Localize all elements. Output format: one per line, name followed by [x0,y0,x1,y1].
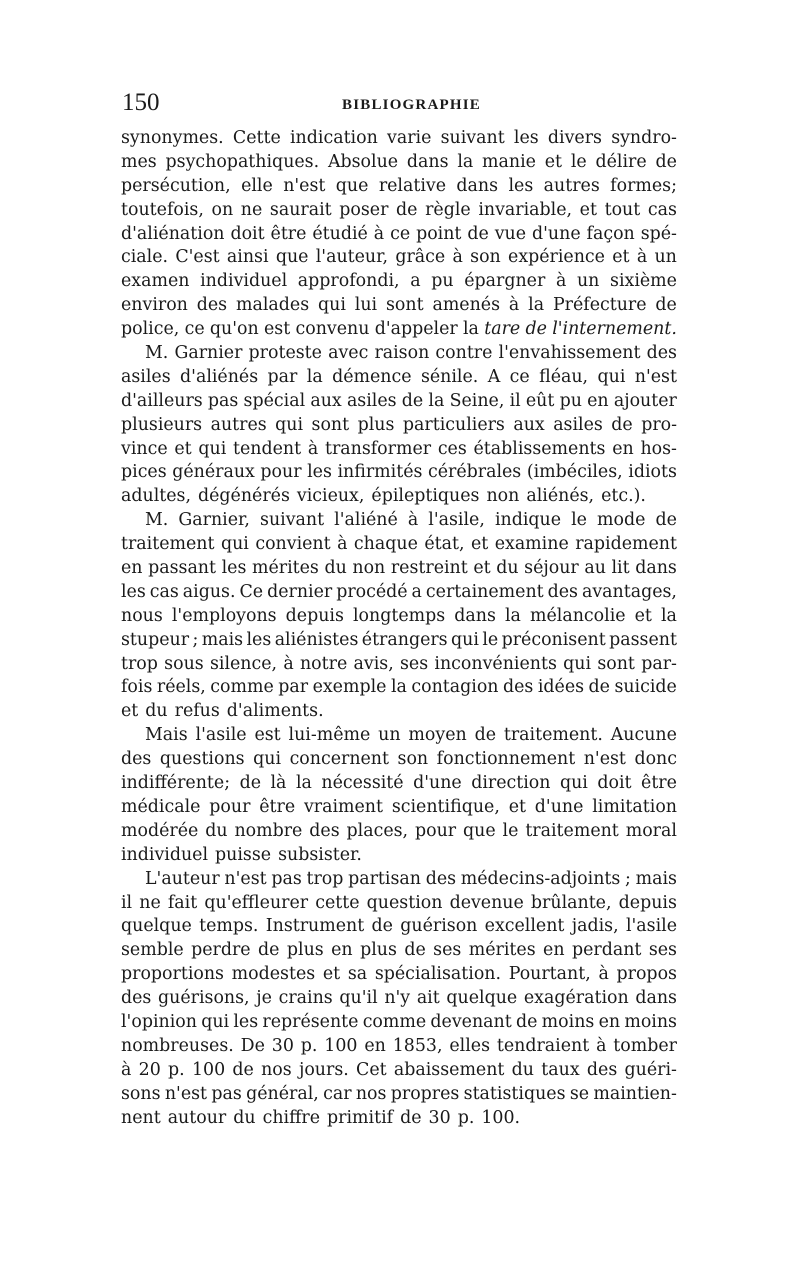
text-line: mes psychopathiques. Absolue dans la manie et le délire de [121,151,677,172]
text-line: d'aliénation doit être étudié à ce point de vue d'une façon spé- [121,223,677,244]
text-line: plusieurs autres qui sont plus particuliers aux asiles de pro- [121,414,677,435]
text-line: il ne fait qu'effleurer cette question devenue brûlante, depuis [121,892,677,913]
text-line: des guérisons, je crains qu'il n'y ait quelque exagération dans [121,988,677,1009]
text-line: pices généraux pour les infirmités cérébrales (imbéciles, idiots [121,462,677,483]
text-line: d'ailleurs pas spécial aux asiles de la Seine, il eût pu en ajouter [121,390,677,411]
running-head [120,88,676,122]
text-line: modérée du nombre des places, pour que le traitement moral [121,820,677,841]
text-line: toutefois, on ne saurait poser de règle invariable, et tout cas [121,199,677,220]
page-number: 150 [122,89,160,116]
text-line: vince et qui tendent à transformer ces établissements en hos- [121,438,677,459]
text-line: à 20 p. 100 de nos jours. Cet abaissement du taux des guéri- [121,1059,677,1080]
text-line: nous l'employons depuis longtemps dans la mélancolie et la [121,605,677,626]
text-line: quelque temps. Instrument de guérison excellent jadis, l'asile [121,916,677,937]
text-line: nent autour du chiffre primitif de 30 p. 100. [121,1107,521,1128]
text-line: L'auteur n'est pas trop partisan des médecins-adjoints ; mais [145,868,677,889]
text-line: fois réels, comme par exemple la contagion des idées de suicide [121,677,677,698]
text-line: persécution, elle n'est que relative dans les autres formes; [121,175,677,196]
text-line: examen individuel approfondi, a pu épargner à un sixième [121,271,677,292]
text-line: police, ce qu'on est convenu d'appeler la tare de l'internement. [121,319,677,340]
text-line: proportions modestes et sa spécialisation. Pourtant, à propos [121,964,677,985]
text-line: en passant les mérites du non restreint et du séjour au lit dans [121,558,677,579]
text-line: traitement qui convient à chaque état, et examine rapidement [121,534,677,555]
text-line: asiles d'aliénés par la démence sénile. A ce fléau, qui n'est [121,366,677,387]
text-line: l'opinion qui les représente comme devenant de moins en moins [121,1011,677,1032]
text-line: individuel puisse subsister. [121,844,362,865]
text-line: environ des malades qui lui sont amenés à la Préfecture de [121,295,677,316]
text-line: nombreuses. De 30 p. 100 en 1853, elles tendraient à tomber [121,1035,677,1056]
text-line: sons n'est pas général, car nos propres statistiques se maintien- [121,1083,677,1104]
text-line: les cas aigus. Ce dernier procédé a certainement des avantages, [121,581,677,602]
text-line: M. Garnier, suivant l'aliéné à l'asile, indique le mode de [145,510,677,531]
text-line: semble perdre de plus en plus de ses mérites en perdant ses [121,940,677,961]
text-line: et du refus d'aliments. [121,701,324,722]
text-line: des questions qui concernent son fonctionnement n'est donc [121,749,677,770]
text-line: M. Garnier proteste avec raison contre l'envahissement des [145,343,677,364]
text-line: médicale pour être vraiment scientifique, et d'une limitation [121,796,677,817]
text-line: stupeur ; mais les aliénistes étrangers qui le préconisent passent [121,629,677,650]
text-line: adultes, dégénérés vicieux, épileptiques non aliénés, etc.). [121,486,646,507]
text-line: Mais l'asile est lui-même un moyen de traitement. Aucune [145,725,677,746]
body-text [121,127,677,1130]
running-title: BIBLIOGRAPHIE [342,97,481,113]
text-line: trop sous silence, à notre avis, ses inconvénients qui sont par- [121,653,677,674]
text-line: indifférente; de là la nécessité d'une direction qui doit être [121,773,677,794]
text-line: ciale. C'est ainsi que l'auteur, grâce à son expérience et à un [121,247,677,268]
text-line: synonymes. Cette indication varie suivant les divers syndro- [121,128,677,148]
